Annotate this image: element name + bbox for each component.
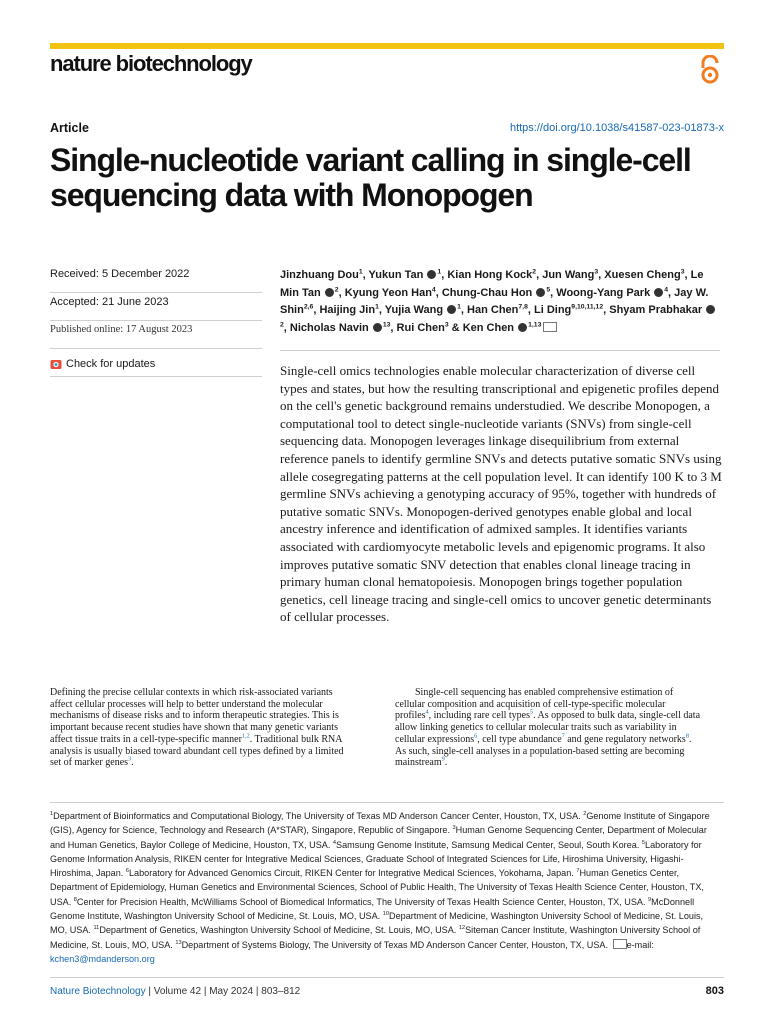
citation-link[interactable]: 5 — [530, 709, 534, 717]
affiliation: $^3$Human Genome Sequencing Center, Department of Molecular and Human Genetics, Baylor College of Medicine, Houston, TX, USA. — [50, 825, 707, 850]
footer-volume: Volume 42 — [153, 986, 202, 997]
affiliations — [50, 809, 722, 966]
citation-link[interactable]: 4 — [425, 709, 429, 717]
abstract — [280, 362, 724, 626]
body-paragraph: Defining the precise cellular contexts in which risk-associated variants affect cellular processes will help to better understand the molecular mechanisms of disease risks and to inform therapeutic strategies. This is important because recent studies have shown that many genetic variants affect tissue traits in a cell-type-specific manner$^{1,2}$. Traditional bulk RNA analysis is usually biased toward abundant cell types defined by a limited set of marker genes$^3$. — [50, 687, 344, 769]
orcid-icon[interactable] — [325, 288, 334, 297]
affiliation: $^{13}$Department of Systems Biology, The University of Texas MD Anderson Cancer Center, Houston, TX, USA. — [175, 939, 609, 950]
author[interactable]: Chung-Chau Hon $^5$ — [441, 285, 551, 299]
affiliation: $^{10}$Department of Medicine, Washington University School of Medicine, St. Louis, MO, USA. — [50, 911, 704, 936]
author[interactable]: Xuesen Cheng$^3$ — [604, 268, 685, 281]
check-updates-button[interactable] — [50, 349, 262, 377]
author[interactable]: Ken Chen $^{1,13}$ — [462, 321, 542, 334]
check-updates-label: Check for updates — [66, 358, 156, 370]
abstract-text: Single-cell omics technologies enable molecular characterization of diverse cell types and states, but how the resulting transcriptional and epigenetic profiles depend on the cell's genetic background remains understudied. We describe Monopogen, a computational tool to detect single-nucleotide variants (SNVs) from single-cell sequencing data. Monopogen leverages linkage disequilibrium from external reference panels to identify germline SNVs and detects putative somatic SNVs using allele cosegregating patterns at the cell population level. It can identify 100 K to 3 M germline SNVs achieving a genotyping accuracy of 95%, together with hundreds of putative somatic SNVs. Monopogen-derived genotypes enable global and local ancestry inference and identification of admixed samples. It identifies variants associated with cardiomyocyte metabolic levels and epigenomic programs. It also improves putative somatic SNV detection that enables clonal lineage tracing in primary human clonal hematopoiesis. Monopogen brings together population genetics, cell lineage tracing and single-cell omics to uncover genetic determinants of cellular processes. — [280, 363, 722, 625]
email-label: e-mail: — [626, 939, 654, 950]
body-column-left — [50, 687, 356, 769]
affiliation: $^9$McDonnell Genome Institute, Washington University School of Medicine, St. Louis, MO, USA. — [50, 896, 695, 922]
author[interactable]: Jun Wang$^3$ — [542, 268, 599, 281]
author[interactable]: Jinzhuang Dou$^1$ — [280, 268, 363, 281]
affiliation: $^7$Human Genetics Center, Department of Epidemiology, Human Genetics and Environmental Sciences, School of Public Health, The University of Texas Health Science Center, Houston, TX, USA. — [50, 868, 704, 907]
orcid-icon[interactable] — [518, 323, 527, 332]
orcid-icon[interactable] — [427, 270, 436, 279]
affiliation: $^1$Department of Bioinformatics and Computational Biology, The University of Texas MD Anderson Cancer Center, Houston, TX, USA. — [50, 810, 581, 821]
article-title: Single-nucleotide variant calling in single-cell sequencing data with Monopogen — [50, 142, 691, 213]
open-access-icon — [698, 55, 722, 85]
affiliation: $^5$Laboratory for Genome Information Analysis, RIKEN center for Integrative Medical Sciences, Graduate School of Integrated Sciences for Life, Hiroshima University, Higashi-Hiroshima, Japan. — [50, 839, 702, 879]
email-link[interactable]: kchen3@mdanderson.org — [50, 953, 155, 964]
citation-link[interactable]: 9 — [441, 755, 445, 763]
published-date: Published online: 17 August 2023 — [50, 321, 262, 349]
author[interactable]: Kyung Yeon Han$^4$ — [344, 285, 436, 299]
affiliation: $^{12}$Siteman Cancer Institute, Washington University School of Medicine, St. Louis, MO, USA. — [50, 925, 701, 950]
affiliation: $^{11}$Department of Genetics, Washington University School of Medicine, St. Louis, MO, USA. — [93, 925, 457, 936]
affiliation: $^8$Center for Precision Health, McWilliams School of Biomedical Informatics, The University of Texas Health Science Center, Houston, TX, USA. — [73, 896, 646, 907]
author-list: Jinzhuang Dou$^1$, Yukun Tan $^1$, Kian Hong Kock$^2$, Jun Wang$^3$, Xuesen Cheng$^3$, Le Min Tan $^2$, Kyung Yeon Han$^4$, Chung-Chau Hon $^5$, Woong-Yang Park $^4$, Jay W. Shin$^{2,6}$, Haijing Jin$^1$, Yujia Wang $^1$, Han Chen$^{7,8}$, Li Ding$^{9,10,11,12}$, Shyam Prabhakar $^2$, Nicholas Navin $^{13}$, Rui Chen$^3$ & Ken Chen $^{1,13}$ — [280, 267, 720, 337]
citation-link[interactable]: 7 — [561, 732, 565, 740]
author[interactable]: Yukun Tan $^1$ — [368, 268, 442, 281]
orcid-icon[interactable] — [706, 305, 715, 314]
citation-link[interactable]: 6 — [474, 732, 478, 740]
author[interactable]: Le Min Tan $^2$ — [280, 269, 704, 299]
accepted-date: Accepted: 21 June 2023 — [50, 293, 262, 321]
body-paragraph: Single-cell sequencing has enabled comprehensive estimation of cellular composition and acquisition of cell-type-specific molecular profiles$^4$, including rare cell types$^5$. As opposed to bulk data, single-cell data allow linking genetics to cellular molecular traits such as variability in cellular expressions$^6$, cell type abundance$^7$ and gene regulatory networks$^8$. As such, single-cell analyses in a population-based setting are becoming mainstream$^9$. — [395, 687, 701, 769]
author[interactable]: Kian Hong Kock$^2$ — [447, 268, 537, 281]
orcid-icon[interactable] — [536, 288, 545, 297]
mail-icon[interactable] — [543, 322, 557, 332]
footer-journal[interactable]: Nature Biotechnology — [50, 986, 146, 997]
author[interactable]: Yujia Wang $^1$ — [384, 303, 461, 317]
author[interactable]: Woong-Yang Park $^4$ — [556, 285, 669, 299]
journal-name: nature biotechnology — [50, 51, 252, 76]
mail-icon — [613, 939, 627, 949]
citation-link[interactable]: 8 — [685, 732, 689, 740]
dates-panel — [50, 265, 262, 377]
check-updates-icon — [50, 358, 62, 370]
page-number: 803 — [705, 985, 724, 997]
citation-link[interactable]: 1,2 — [241, 732, 250, 740]
author[interactable]: Han Chen$^{7,8}$ — [467, 303, 528, 317]
author[interactable]: Rui Chen$^3$ — [396, 321, 449, 334]
journal-accent-bar — [50, 43, 724, 49]
author[interactable]: Shyam Prabhakar $^2$ — [280, 304, 716, 334]
affiliation: $^2$Genome Institute of Singapore (GIS), Agency for Science, Technology and Research (A*STAR), Singapore, Republic of Singapore. — [50, 810, 710, 836]
affiliation: $^4$Samsung Genome Institute, Samsung Medical Center, Seoul, South Korea. — [332, 839, 640, 850]
footer-citation: Nature Biotechnology | Volume 42 | May 2024 | 803–812 — [50, 986, 301, 997]
footer-date: May 2024 — [209, 986, 254, 997]
orcid-icon[interactable] — [654, 288, 663, 297]
orcid-icon[interactable] — [373, 323, 382, 332]
author[interactable]: Jay W. Shin$^{2,6}$ — [280, 286, 709, 317]
author[interactable]: Nicholas Navin $^{13}$ — [289, 321, 391, 334]
citation-link[interactable]: 3 — [128, 755, 132, 763]
author[interactable]: Li Ding$^{9,10,11,12}$ — [534, 303, 604, 317]
abstract-divider — [280, 350, 720, 351]
affiliation: $^6$Laboratory for Advanced Genomics Circuit, RIKEN Center for Integrative Medical Sciences, Yokohama, Japan. — [125, 868, 574, 879]
author[interactable]: Haijing Jin$^1$ — [319, 303, 379, 317]
body-column-right — [395, 687, 701, 769]
footer-divider — [50, 977, 724, 978]
orcid-icon[interactable] — [447, 305, 456, 314]
affiliations-divider — [50, 802, 724, 803]
received-date: Received: 5 December 2022 — [50, 265, 262, 293]
footer-pages: 803–812 — [261, 986, 301, 997]
article-type: Article — [50, 121, 89, 135]
doi-link[interactable]: https://doi.org/10.1038/s41587-023-01873-x — [509, 122, 724, 134]
